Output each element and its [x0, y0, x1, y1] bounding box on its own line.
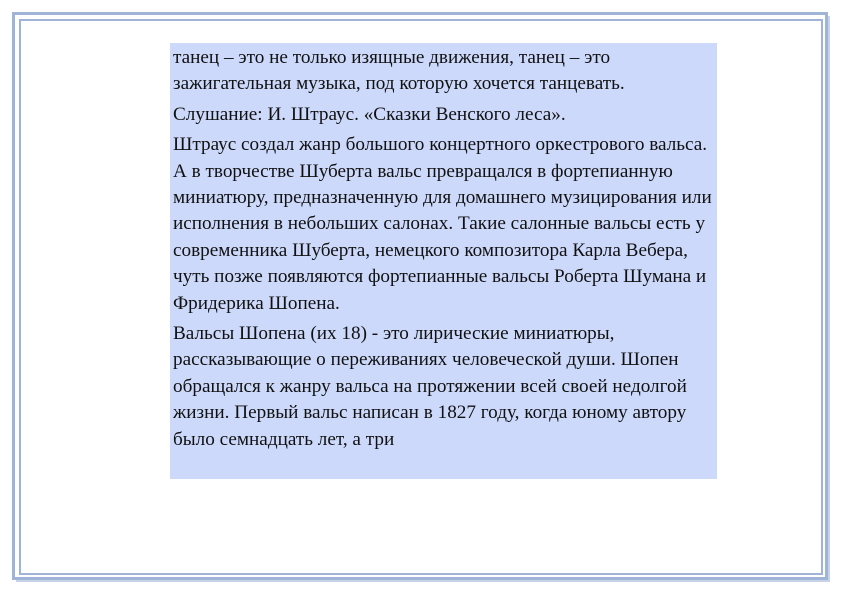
- text-box: [170, 43, 717, 479]
- paragraph-dance-music: танец – это не только изящные движения, танец – это зажигательная музыка, под которую хочется танцевать.: [173, 47, 625, 95]
- paragraph-chopin-waltzes: Вальсы Шопена (их 18) - это лирические миниатюры, рассказывающие о переживаниях человеческой души. Шопен обращался к жанру вальса на протяжении всей своей недолгой жизни. Первый вальс написан в 1827 году, когда юному автору было семнадцать лет, а три: [173, 323, 687, 450]
- paragraph-strauss-schubert: Штраус создал жанр большого концертного оркестрового вальса. А в творчестве Шуберта вальс превращался в фортепианную миниатюру, предназначенную для домашнего музицирования или исполнения в небольших салонах. Такие салонные вальсы есть у современника Шуберта, немецкого композитора Карла Вебера, чуть позже появляются фортепианные вальсы Роберта Шумана и Фридерика Шопена.: [173, 134, 712, 314]
- paragraph-listening: Слушание: И. Штраус. «Сказки Венского леса».: [173, 103, 566, 125]
